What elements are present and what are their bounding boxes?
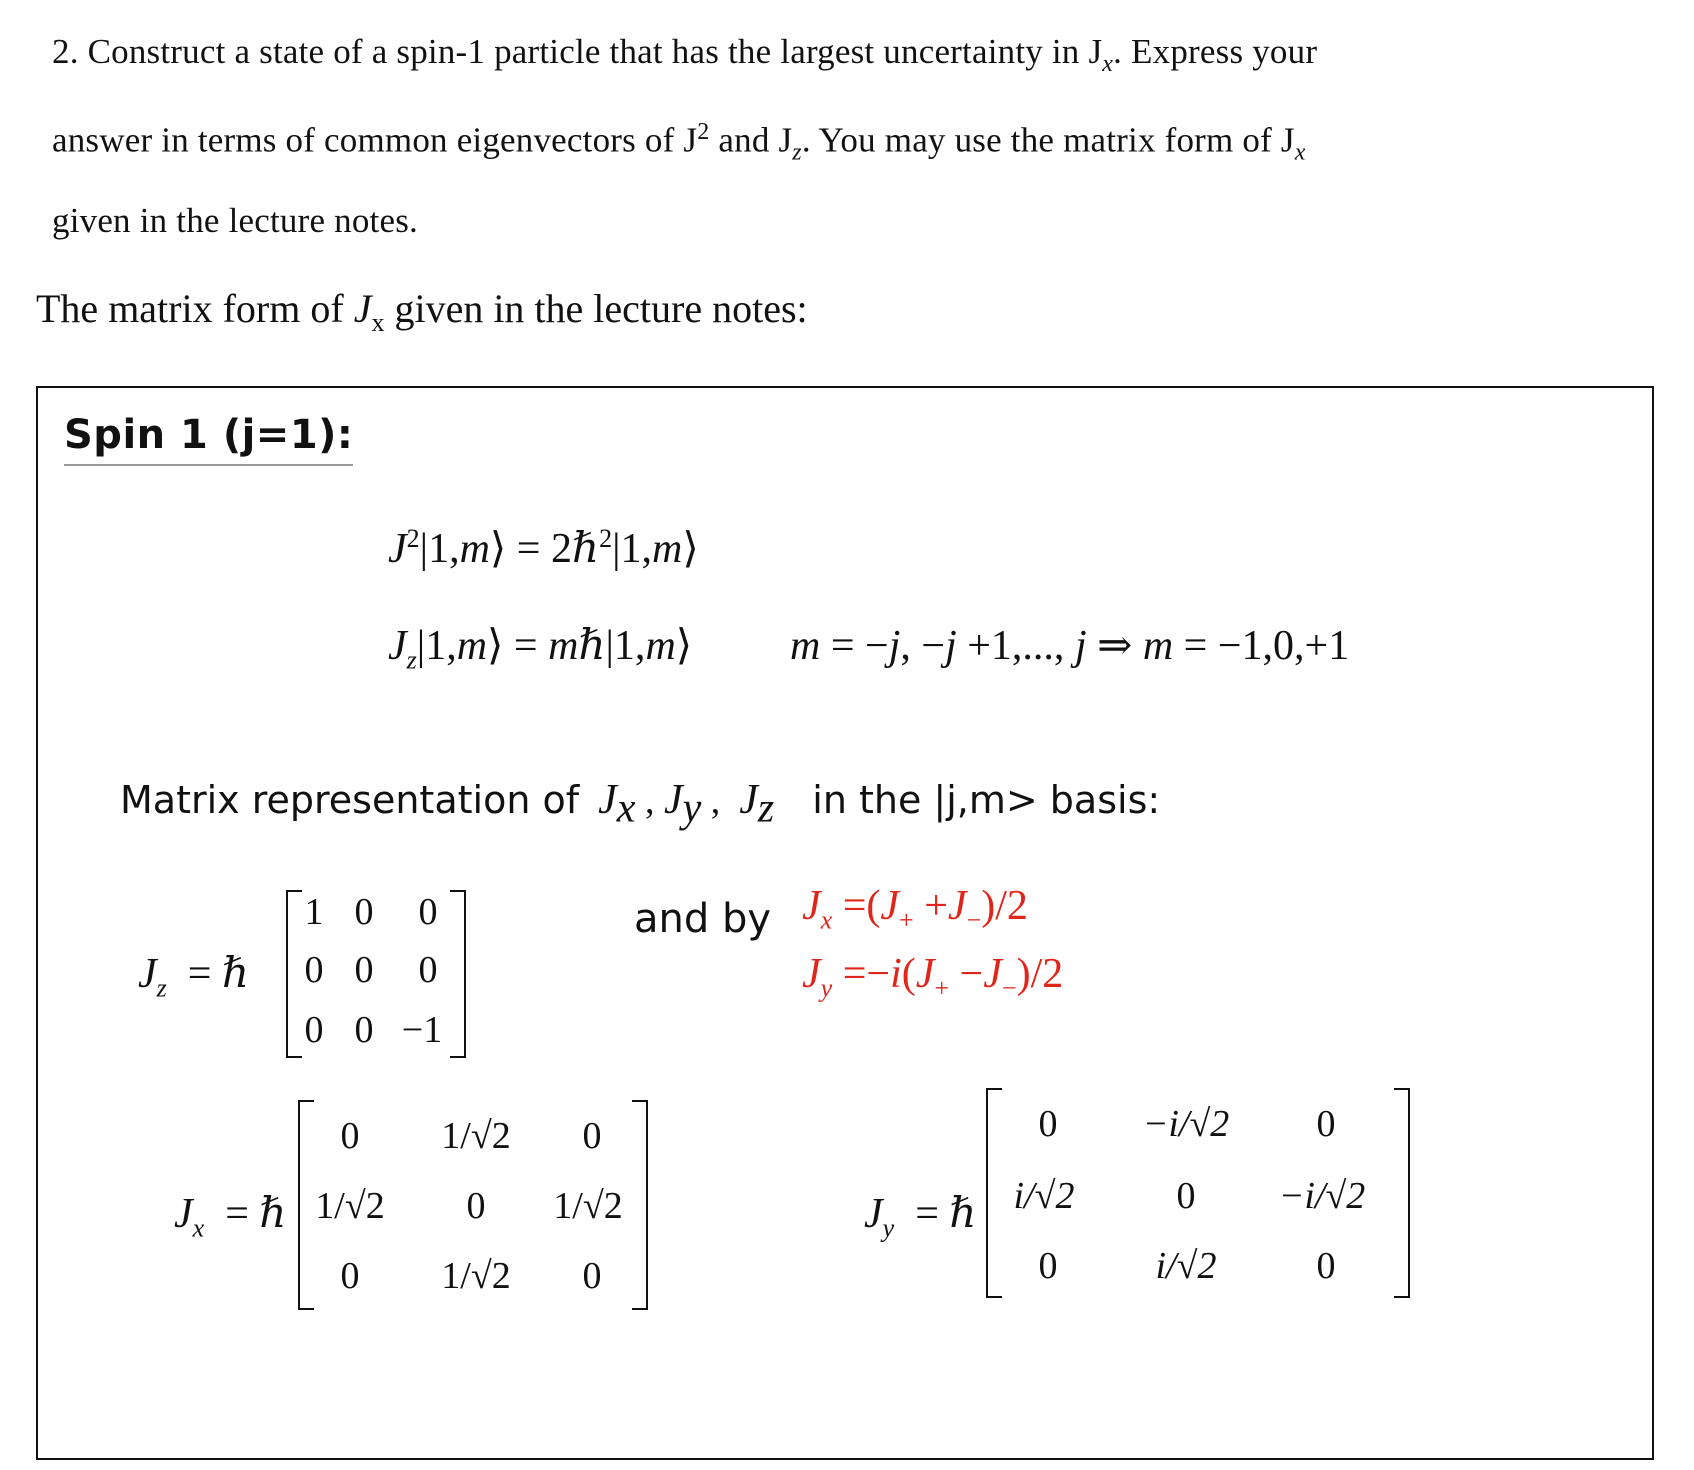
- matrix-cell: 0: [466, 1185, 486, 1227]
- notes-title: The matrix form of $J_x$ given in the lecture notes:: [36, 286, 808, 337]
- matrix-cell: i/√2: [1155, 1245, 1217, 1287]
- matrix-cell: 0: [354, 891, 374, 933]
- matrix-cell: 0: [340, 1255, 360, 1297]
- matrix-cell: 1/√2: [315, 1185, 385, 1227]
- matrix-cell: 0: [1038, 1103, 1058, 1145]
- matrix-cell: 0: [340, 1115, 360, 1157]
- and-by-text: and by: [634, 896, 772, 942]
- matrix-cell: 1: [304, 891, 324, 933]
- problem-line-3: given in the lecture notes.: [52, 200, 418, 240]
- jx-matrix-label: $J_x$ = ℏ: [174, 1191, 287, 1243]
- matrix-cell: 0: [582, 1255, 602, 1297]
- problem-line-2: answer in terms of common eigenvectors of $J^2$ and $J_z$. You may use the matrix form of $J_x$: [52, 119, 1306, 166]
- matrix-cell: i/√2: [1013, 1175, 1075, 1217]
- matrix-cell: 0: [582, 1115, 602, 1157]
- matrix-cell: −i/√2: [1278, 1175, 1366, 1217]
- matrix-representation-heading: Matrix representation of $J_x$ , $J_y$ , $J_z$ in the |j,m> basis:: [120, 777, 1161, 832]
- matrix-cell: 0: [304, 949, 324, 991]
- matrix-cell: 0: [1316, 1245, 1336, 1287]
- problem-statement: [52, 18, 1652, 255]
- j-squared-equation: $J^2|1,m⟩$ = 2ℏ$^2$|1,m⟩: [388, 524, 699, 572]
- jz-eigen-equation: $J_z|1,m⟩$ = mℏ|1,m⟩: [388, 623, 693, 675]
- matrix-cell: −i/√2: [1142, 1103, 1230, 1145]
- matrix-cell: 0: [1176, 1175, 1196, 1217]
- matrix-cell: 0: [354, 1009, 374, 1051]
- jy-relation: $J_y =-i(J_+ -J_-)/2$: [802, 951, 1064, 1003]
- problem-line-1: 2. Construct a state of a spin-1 particle that has the largest uncertainty in $J_x$. Express your: [52, 32, 1318, 77]
- matrix-cell: 1/√2: [441, 1115, 511, 1157]
- jz-matrix-label: $J_z$ = ℏ: [138, 951, 250, 1003]
- matrix-cell: 0: [1038, 1245, 1058, 1287]
- matrix-cell: 0: [1316, 1103, 1336, 1145]
- jy-matrix-label: $J_y$ = ℏ: [864, 1191, 977, 1243]
- matrix-cell: 1/√2: [553, 1185, 623, 1227]
- spin-title: Spin 1 (j=1):: [64, 412, 353, 458]
- matrix-cell: 0: [418, 891, 438, 933]
- matrix-cell: −1: [401, 1009, 443, 1051]
- matrix-cell: 1/√2: [441, 1255, 511, 1297]
- matrix-cell: 0: [418, 949, 438, 991]
- matrix-cell: 0: [354, 949, 374, 991]
- lecture-notes-box: [36, 386, 1654, 1460]
- right-bracket: [1394, 1088, 1410, 1298]
- m-values-equation: m = −j, −j +1,..., j ⇒ m = −1,0,+1: [790, 623, 1350, 669]
- title-underline: [64, 464, 353, 466]
- jx-relation: $J_x =(J_+ +J_-)/2$: [802, 883, 1028, 935]
- matrix-cell: 0: [304, 1009, 324, 1051]
